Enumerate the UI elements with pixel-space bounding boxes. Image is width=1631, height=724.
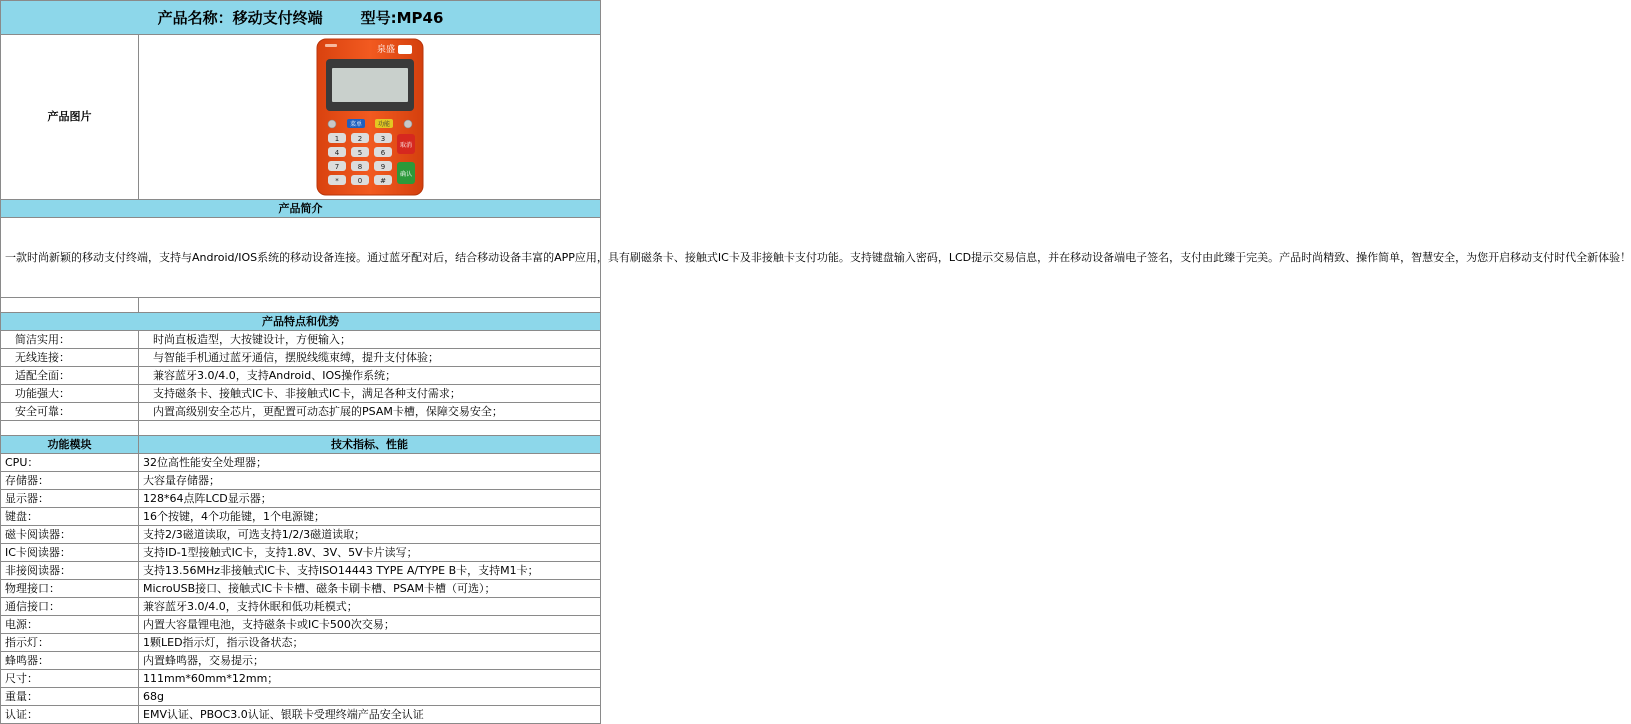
spec-label: 电源： xyxy=(1,616,139,634)
spec-value: MicroUSB接口、接触式IC卡卡槽、磁条卡刷卡槽、PSAM卡槽（可选）； xyxy=(139,580,601,598)
feature-label: 适配全面： xyxy=(1,367,139,385)
feature-row xyxy=(1,385,601,403)
spec-value: 支持13.56MHz非接触式IC卡、支持ISO14443 TYPE A/TYPE B卡，支持M1卡； xyxy=(139,562,601,580)
spec-label: 指示灯： xyxy=(1,634,139,652)
intro-heading: 产品简介 xyxy=(1,200,601,218)
key-3: 3 xyxy=(380,135,385,143)
spec-value: 大容量存储器； xyxy=(139,472,601,490)
feature-row xyxy=(1,331,601,349)
model-label: 型号:MP46 xyxy=(360,8,444,27)
features-heading-row xyxy=(1,313,601,331)
key-4: 4 xyxy=(334,149,339,157)
spec-value: 内置大容量锂电池，支持磁条卡或IC卡500次交易； xyxy=(139,616,601,634)
func-key-label: 功能 xyxy=(377,121,390,128)
feature-label: 安全可靠： xyxy=(1,403,139,421)
spec-label: CPU： xyxy=(1,454,139,472)
spec-label: 蜂鸣器： xyxy=(1,652,139,670)
product-image-cell xyxy=(139,35,601,200)
feature-value: 兼容蓝牙3.0/4.0，支持Android、IOS操作系统； xyxy=(139,367,601,385)
spec-row xyxy=(1,598,601,616)
power-key xyxy=(328,120,336,128)
spec-value: 兼容蓝牙3.0/4.0，支持休眠和低功耗模式； xyxy=(139,598,601,616)
spec-row xyxy=(1,616,601,634)
feature-row xyxy=(1,367,601,385)
spec-row xyxy=(1,454,601,472)
page-title xyxy=(1,1,601,35)
spec-row xyxy=(1,526,601,544)
spec-label: 显示器： xyxy=(1,490,139,508)
specs-col-module: 功能模块 xyxy=(1,436,139,454)
spec-label: IC卡阅读器： xyxy=(1,544,139,562)
feature-row xyxy=(1,403,601,421)
spec-label: 通信接口： xyxy=(1,598,139,616)
key-star: * xyxy=(334,177,339,185)
spec-row xyxy=(1,508,601,526)
features-heading: 产品特点和优势 xyxy=(1,313,601,331)
spec-value: 16个按键，4个功能键，1个电源键； xyxy=(139,508,601,526)
spec-value: 128*64点阵LCD显示器； xyxy=(139,490,601,508)
spec-row xyxy=(1,544,601,562)
menu-key-label: 菜单 xyxy=(349,121,362,128)
spec-label: 重量： xyxy=(1,688,139,706)
specs-header-row xyxy=(1,436,601,454)
spec-row xyxy=(1,652,601,670)
spec-row xyxy=(1,472,601,490)
product-image xyxy=(315,37,425,197)
feature-value: 支持磁条卡、接触式IC卡、非接触式IC卡，满足各种支付需求； xyxy=(139,385,601,403)
spec-row xyxy=(1,580,601,598)
spec-row xyxy=(1,670,601,688)
spec-value: EMV认证、PBOC3.0认证、银联卡受理终端产品安全认证 xyxy=(139,706,601,724)
feature-value: 内置高级别安全芯片，更配置可动态扩展的PSAM卡槽，保障交易安全； xyxy=(139,403,601,421)
spec-value: 支持ID-1型接触式IC卡，支持1.8V、3V、5V卡片读写； xyxy=(139,544,601,562)
intro-row xyxy=(1,218,601,298)
key-9: 9 xyxy=(380,163,385,171)
key-5: 5 xyxy=(357,149,362,157)
feature-label: 无线连接： xyxy=(1,349,139,367)
key-hash: # xyxy=(379,177,386,185)
spec-label: 非接阅读器： xyxy=(1,562,139,580)
key-6: 6 xyxy=(380,149,385,157)
spec-label: 磁卡阅读器： xyxy=(1,526,139,544)
specs-col-spec: 技术指标、性能 xyxy=(139,436,601,454)
title-row xyxy=(1,1,601,35)
lcd-screen xyxy=(332,68,408,102)
key-7: 7 xyxy=(334,163,339,171)
feature-row xyxy=(1,349,601,367)
key-0: 0 xyxy=(357,177,362,185)
spec-value: 支持2/3磁道读取，可选支持1/2/3磁道读取； xyxy=(139,526,601,544)
spec-label: 认证： xyxy=(1,706,139,724)
confirm-key-label: 确认 xyxy=(399,171,412,178)
spec-row xyxy=(1,706,601,724)
key-8: 8 xyxy=(357,163,362,171)
image-label: 产品图片 xyxy=(1,35,139,200)
image-row xyxy=(1,35,601,200)
key-1: 1 xyxy=(334,135,339,143)
spec-label: 键盘： xyxy=(1,508,139,526)
spec-row xyxy=(1,688,601,706)
intro-heading-row xyxy=(1,200,601,218)
spec-value: 111mm*60mm*12mm； xyxy=(139,670,601,688)
brand-logo: 泉盛 xyxy=(376,45,395,55)
feature-label: 简洁实用： xyxy=(1,331,139,349)
brand-badge xyxy=(398,45,412,54)
spec-value: 内置蜂鸣器，交易提示； xyxy=(139,652,601,670)
spec-value: 68g xyxy=(139,688,601,706)
spec-row xyxy=(1,562,601,580)
spec-value: 32位高性能安全处理器； xyxy=(139,454,601,472)
feature-label: 功能强大： xyxy=(1,385,139,403)
spec-label: 物理接口： xyxy=(1,580,139,598)
key-2: 2 xyxy=(357,135,362,143)
spec-row xyxy=(1,634,601,652)
spec-row xyxy=(1,490,601,508)
spec-value: 1颗LED指示灯，指示设备状态； xyxy=(139,634,601,652)
cancel-key-label: 取消 xyxy=(399,142,412,149)
feature-value: 与智能手机通过蓝牙通信，摆脱线缆束缚，提升支付体验； xyxy=(139,349,601,367)
spacer-row xyxy=(1,298,601,313)
product-name-label: 产品名称：移动支付终端 xyxy=(157,8,323,27)
spacer-row xyxy=(1,421,601,436)
feature-value: 时尚直板造型，大按键设计，方便输入； xyxy=(139,331,601,349)
intro-text: 一款时尚新颖的移动支付终端，支持与Android/IOS系统的移动设备连接。通过蓝牙配对后，结合移动设备丰富的APP应用，具有刷磁条卡、接触式IC卡及非接触卡支付功能。支持键盘输入密码，LCD提示交易信息，并在移动设备端电子签名，支付由此臻于完美。产品时尚精致、操作简单，智慧安全，为您开启移动支付时代全新体验！ xyxy=(1,218,601,298)
spec-label: 尺寸： xyxy=(1,670,139,688)
spec-label: 存储器： xyxy=(1,472,139,490)
